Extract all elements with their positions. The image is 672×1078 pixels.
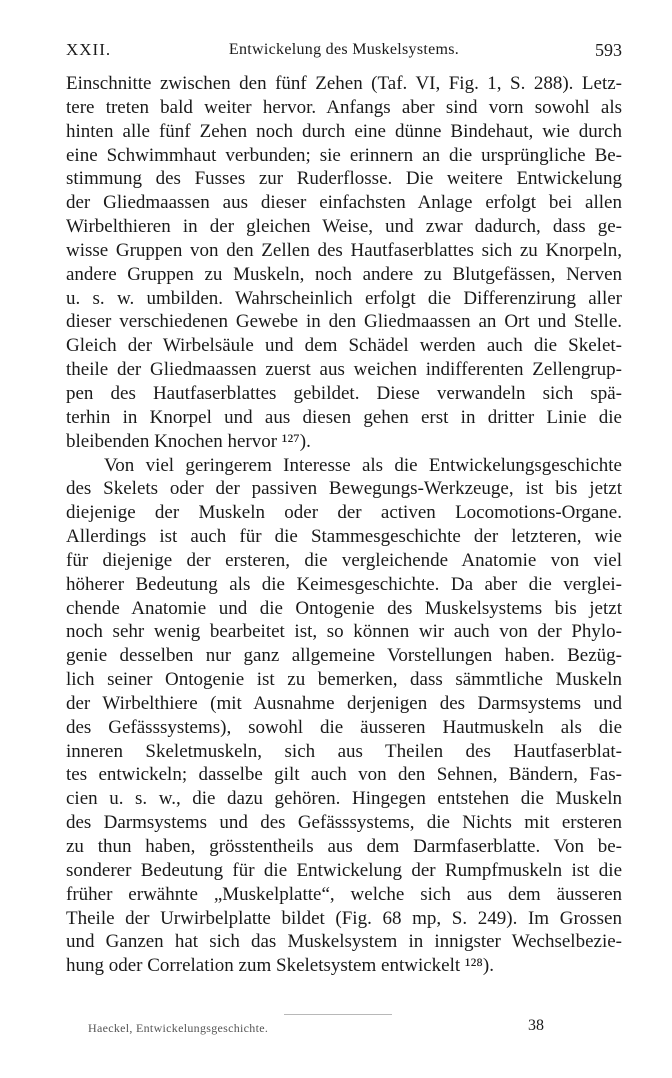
page-footer — [88, 1017, 544, 1039]
signature-number: 38 — [528, 1017, 544, 1034]
text-line: hinten alle fünf Zehen noch durch eine dünne Bindehaut, wie durch — [66, 120, 622, 142]
text-line: theile der Gliedmaassen zuerst aus weichen indifferenten Zellengrup- — [66, 359, 622, 381]
text-line: Einschnitte zwischen den fünf Zehen (Taf. VI, Fig. 1, S. 288). Letz- — [66, 73, 622, 94]
text-line: der Wirbelthiere (mit Ausnahme derjenigen des Darmsystems und — [66, 692, 622, 714]
text-line: zu thun haben, grösstentheils aus dem Darmfaserblatte. Von be- — [66, 836, 622, 857]
text-line: sonderer Bedeutung für die Entwickelung der Rumpfmuskeln ist die — [66, 859, 622, 881]
text-line: Gleich der Wirbelsäule und dem Schädel werden auch die Skelet- — [66, 335, 622, 357]
footer-rule — [284, 1014, 392, 1015]
text-line: höherer Bedeutung als die Keimesgeschichte. Da aber die verglei- — [66, 573, 622, 595]
paragraph — [66, 454, 622, 979]
page-number: 593 — [595, 40, 622, 60]
text-line: andere Gruppen zu Muskeln, noch andere zu Blutgefässen, Nerven — [66, 263, 622, 285]
text-line: Wirbelthieren in der gleichen Weise, und zwar dadurch, dass ge- — [66, 216, 622, 238]
running-title: Entwickelung des Muskelsystems. — [228, 41, 460, 58]
text-line: chende Anatomie und die Ontogenie des Muskelsystems bis jetzt — [66, 597, 622, 619]
text-line: tes entwickeln; dasselbe gilt auch von den Sehnen, Bändern, Fas- — [66, 764, 622, 786]
text-line: des Darmsystems und des Gefässsystems, die Nichts mit ersteren — [66, 812, 622, 834]
text-line: wisse Gruppen von den Zellen des Hautfaserblattes sich zu Knorpeln, — [66, 239, 622, 261]
text-line: stimmung des Fusses zur Ruderflosse. Die weitere Entwickelung — [66, 168, 622, 190]
text-line: Allerdings ist auch für die Stammesgeschichte der letzteren, wie — [66, 526, 622, 548]
text-line: des Skelets oder der passiven Bewegungs-Werkzeuge, ist bis jetzt — [66, 478, 622, 500]
text-line: genie desselben nur ganz allgemeine Vorstellungen haben. Bezüg- — [66, 645, 622, 667]
text-line: cien u. s. w., die dazu gehören. Hingegen entstehen die Muskeln — [66, 788, 622, 810]
text-line: pen des Hautfaserblattes gebildet. Diese verwandeln sich spä- — [66, 382, 622, 404]
text-line: bleibenden Knochen hervor ¹²⁷). — [66, 430, 311, 452]
text-line: Von viel geringerem Interesse als die Entwickelungsgeschichte — [104, 454, 622, 476]
text-line: u. s. w. umbilden. Wahrscheinlich erfolgt die Differenzirung aller — [66, 287, 622, 309]
text-line: und Ganzen hat sich das Muskelsystem in innigster Wechselbezie- — [66, 931, 622, 953]
text-line: terhin in Knorpel und aus diesen gehen erst in dritter Linie die — [66, 406, 622, 428]
text-line: lich seiner Ontogenie ist zu bemerken, dass sämmtliche Muskeln — [66, 669, 622, 691]
text-line: dieser verschiedenen Gewebe in den Gliedmaassen an Ort und Stelle. — [66, 311, 622, 333]
text-line: diejenige der Muskeln oder der activen Locomotions-Organe. — [66, 502, 622, 524]
paragraph — [66, 72, 622, 454]
text-line: inneren Skeletmuskeln, sich aus Theilen des Hautfaserblat- — [66, 740, 622, 762]
text-line: der Gliedmaassen aus dieser einfachsten Anlage erfolgt bei allen — [66, 192, 622, 214]
text-line: noch sehr wenig bearbeitet ist, so können wir auch von der Phylo- — [66, 621, 622, 643]
body-text — [66, 72, 622, 978]
text-line: für diejenige der ersteren, die vergleichende Anatomie von viel — [66, 549, 622, 571]
text-line: früher erwähnte „Muskelplatte“, welche sich aus dem äusseren — [66, 883, 622, 905]
text-line: Theile der Urwirbelplatte bildet (Fig. 68 mp, S. 249). Im Grossen — [66, 907, 622, 929]
text-line: hung oder Correlation zum Skeletsystem entwickelt ¹²⁸). — [66, 955, 495, 977]
text-line: des Gefässsystems), sowohl die äusseren Hautmuskeln als die — [66, 716, 622, 738]
running-header — [66, 40, 622, 66]
text-line: eine Schwimmhaut verbunden; sie erinnern an die ursprüngliche Be- — [66, 144, 622, 166]
signature-text: Haeckel, Entwickelungsgeschichte. — [88, 1021, 269, 1035]
text-line: tere treten bald weiter hervor. Anfangs aber sind vorn sowohl als — [66, 96, 622, 118]
chapter-number: XXII. — [66, 40, 112, 59]
